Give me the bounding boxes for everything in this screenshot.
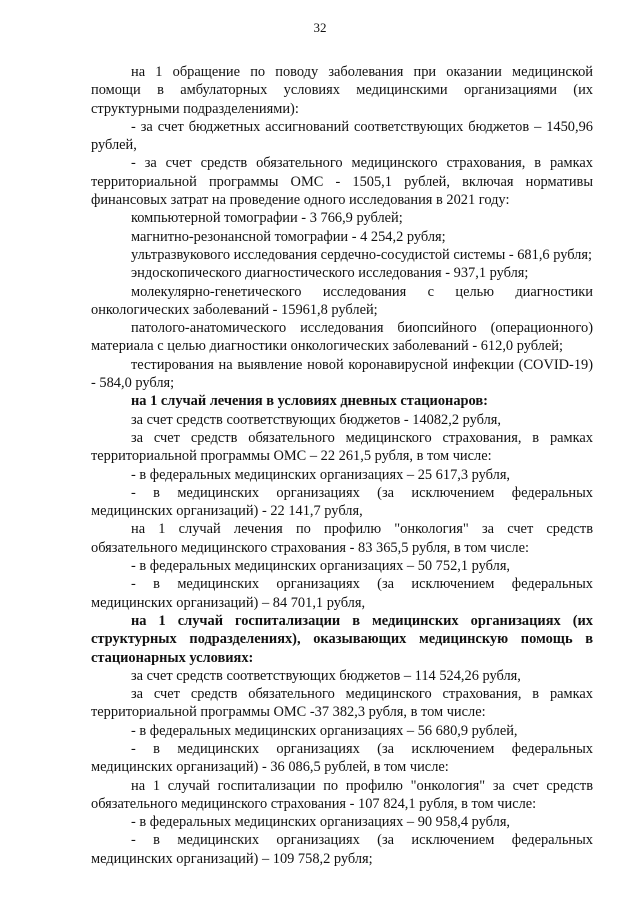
heading-inpatient: на 1 случай госпитализации в медицинских организациях (их структурных подразделениях), оказывающих медицинскую помощь в стационарных условиях:	[91, 612, 593, 666]
paragraph-molecular-genetic: молекулярно-генетического исследования с целью диагностики онкологических заболеваний - 15961,8 рублей;	[91, 283, 593, 318]
paragraph-budget-ambulatory: - за счет бюджетных ассигнований соответствующих бюджетов – 1450,96 рублей,	[91, 118, 593, 154]
document-body	[91, 63, 593, 868]
paragraph-federal-inpatient: - в федеральных медицинских организациях – 56 680,9 рублей,	[131, 722, 518, 739]
paragraph-nonfederal-day-hospital: - в медицинских организациях (за исключением федеральных медицинских организаций) - 22 141,7 рубля,	[91, 484, 593, 520]
paragraph-ultrasound: ультразвукового исследования сердечно-сосудистой системы - 681,6 рубля;	[131, 246, 592, 263]
paragraph-pathology: патолого-анатомического исследования биопсийного (операционного) материала с целью диагностики онкологических заболеваний - 612,0 рублей;	[91, 320, 593, 355]
page-number: 32	[313, 20, 327, 35]
paragraph-oms-inpatient: за счет средств обязательного медицинского страхования, в рамках территориальной программы ОМС -37 382,3 рубля, в том числе:	[91, 686, 593, 721]
paragraph-federal-oncology-inpatient: - в федеральных медицинских организациях – 90 958,4 рубля,	[131, 814, 511, 831]
paragraph-ambulatory-visit: на 1 обращение по поводу заболевания при оказании медицинской помощи в амбулаторных условиях медицинскими организациями (их структурными подразделениями):	[91, 64, 593, 117]
paragraph-mri: магнитно-резонансной томографии - 4 254,2 рубля;	[131, 228, 446, 245]
paragraph-ct: компьютерной томографии - 3 766,9 рублей;	[131, 210, 403, 227]
paragraph-budget-inpatient: за счет средств соответствующих бюджетов – 114 524,26 рубля,	[131, 667, 521, 684]
paragraph-covid-test: тестирования на выявление новой коронавирусной инфекции (COVID-19) - 584,0 рубля;	[91, 356, 593, 392]
paragraph-endoscopy: эндоскопического диагностического исследования - 937,1 рубля;	[131, 265, 529, 282]
paragraph-oms-day-hospital: за счет средств обязательного медицинского страхования, в рамках территориальной программы ОМС – 22 261,5 рубля, в том числе:	[91, 429, 593, 465]
paragraph-budget-day-hospital: за счет средств соответствующих бюджетов - 14082,2 рубля,	[131, 411, 502, 428]
paragraph-oncology-day-hospital: на 1 случай лечения по профилю "онкология" за счет средств обязательного медицинского страхования - 83 365,5 рубля, в том числе:	[91, 521, 593, 556]
paragraph-nonfederal-inpatient: - в медицинских организациях (за исключением федеральных медицинских организаций) - 36 086,5 рублей, в том числе:	[91, 740, 593, 776]
paragraph-oncology-inpatient: на 1 случай госпитализации по профилю "онкология" за счет средств обязательного медицинского страхования - 107 824,1 рубля, в том числе:	[91, 777, 593, 812]
paragraph-oms-ambulatory: - за счет средств обязательного медицинского страхования, в рамках территориальной программы ОМС - 1505,1 рублей, включая нормативы финансовых затрат на проведение одного исследования в 2021 году:	[91, 155, 593, 209]
paragraph-nonfederal-oncology-inpatient: - в медицинских организациях (за исключением федеральных медицинских организаций) – 109 758,2 рубля;	[91, 832, 593, 867]
paragraph-federal-oncology-day: - в федеральных медицинских организациях – 50 752,1 рубля,	[131, 558, 511, 575]
paragraph-nonfederal-oncology-day: - в медицинских организациях (за исключением федеральных медицинских организаций) – 84 701,1 рубля,	[91, 576, 593, 611]
heading-day-hospital: на 1 случай лечения в условиях дневных стационаров:	[131, 393, 488, 410]
paragraph-federal-day-hospital: - в федеральных медицинских организациях – 25 617,3 рубля,	[131, 466, 511, 483]
